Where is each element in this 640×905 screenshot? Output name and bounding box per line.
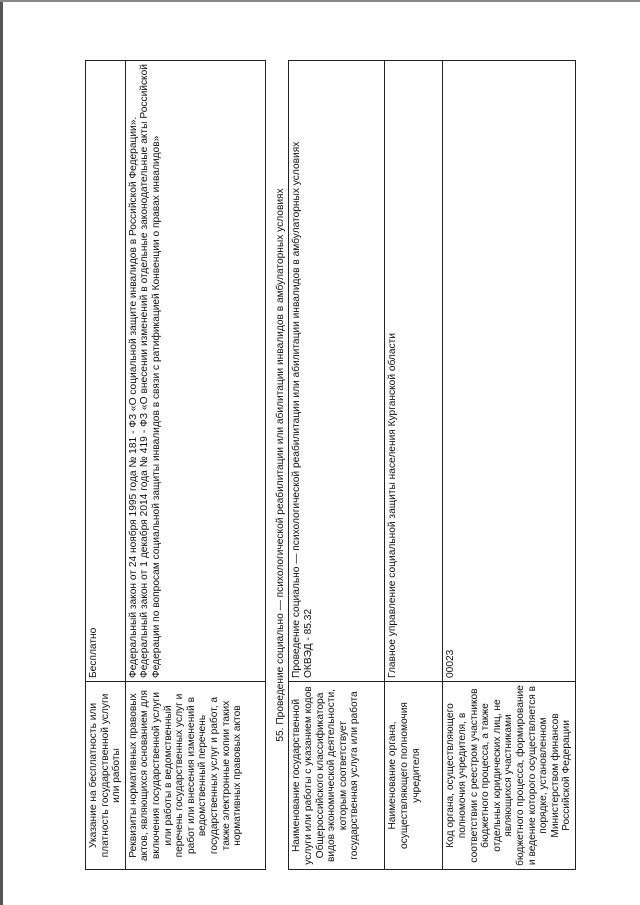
scan-edge-top <box>0 0 640 2</box>
law-reference-2: Федеральный закон от 1 декабря 2014 года № 419 - ФЗ «О внесении изменений в отдельные законодательные акты Российской Федерации по вопросам социальной защиты инвалидов в связи с ратификацией Конвенции о правах инвалидов» <box>139 64 162 678</box>
row-label: Указание на бесплатность или платность государственной услуги или работы <box>86 682 126 870</box>
row-value: Бесплатно <box>86 61 126 682</box>
table-top <box>85 60 266 870</box>
rotated-page <box>85 60 590 870</box>
law-reference-1: Федеральный закон от 24 ноября 1995 года № 181 - ФЗ «О социальной защите инвалидов в Российской Федерации». <box>127 116 139 678</box>
table-row <box>86 61 126 870</box>
section-title: 55. Проведение социально — психологической реабилитации или абилитации инвалидов в амбулаторных условиях <box>274 188 286 742</box>
table-row <box>385 61 443 870</box>
row-value: 00023 <box>443 61 576 682</box>
table-row <box>125 61 265 870</box>
row-value <box>289 61 385 682</box>
row-value <box>125 61 265 682</box>
row-label: Код органа, осуществляющего полномочия учредителя, в соответствии с реестром участников бюджетного процесса, а также отдельных юридических лиц, не являющихся участниками бюджетного процесса, формирование и ведение которого осуществляется в порядке, установленном Министерством финансов Российской Федерации <box>443 682 576 870</box>
table-bottom <box>288 60 576 870</box>
okved-code: ОКВЭД - 85.32 <box>302 608 314 678</box>
table-row <box>443 61 576 870</box>
table-row <box>289 61 385 870</box>
scan-edge-left <box>0 0 3 905</box>
document-sheet <box>85 60 590 870</box>
row-label: Наименование государственной услуги или работы с указанием кодов Общероссийского классификатора видов экономической деятельности, которым соответствует государственная услуга или работа <box>289 682 385 870</box>
row-label: Реквизиты нормативных правовых актов, являющихся основанием для включения государственной услуги или работы в ведомственный перечень государственных услуг и работ или внесения изменений в ведомственный перечень государственных услуг и работ, а также электронные копии таких нормативных правовых актов <box>125 682 265 870</box>
service-name: Проведение социально — психологической реабилитации или абилитации инвалидов в амбулаторных условиях <box>291 141 303 678</box>
section-gap <box>266 60 274 870</box>
row-value: Главное управление социальной защиты населения Курганской области <box>385 61 443 682</box>
row-label: Наименование органа, осуществляющего полномочия учредителя <box>385 682 443 870</box>
